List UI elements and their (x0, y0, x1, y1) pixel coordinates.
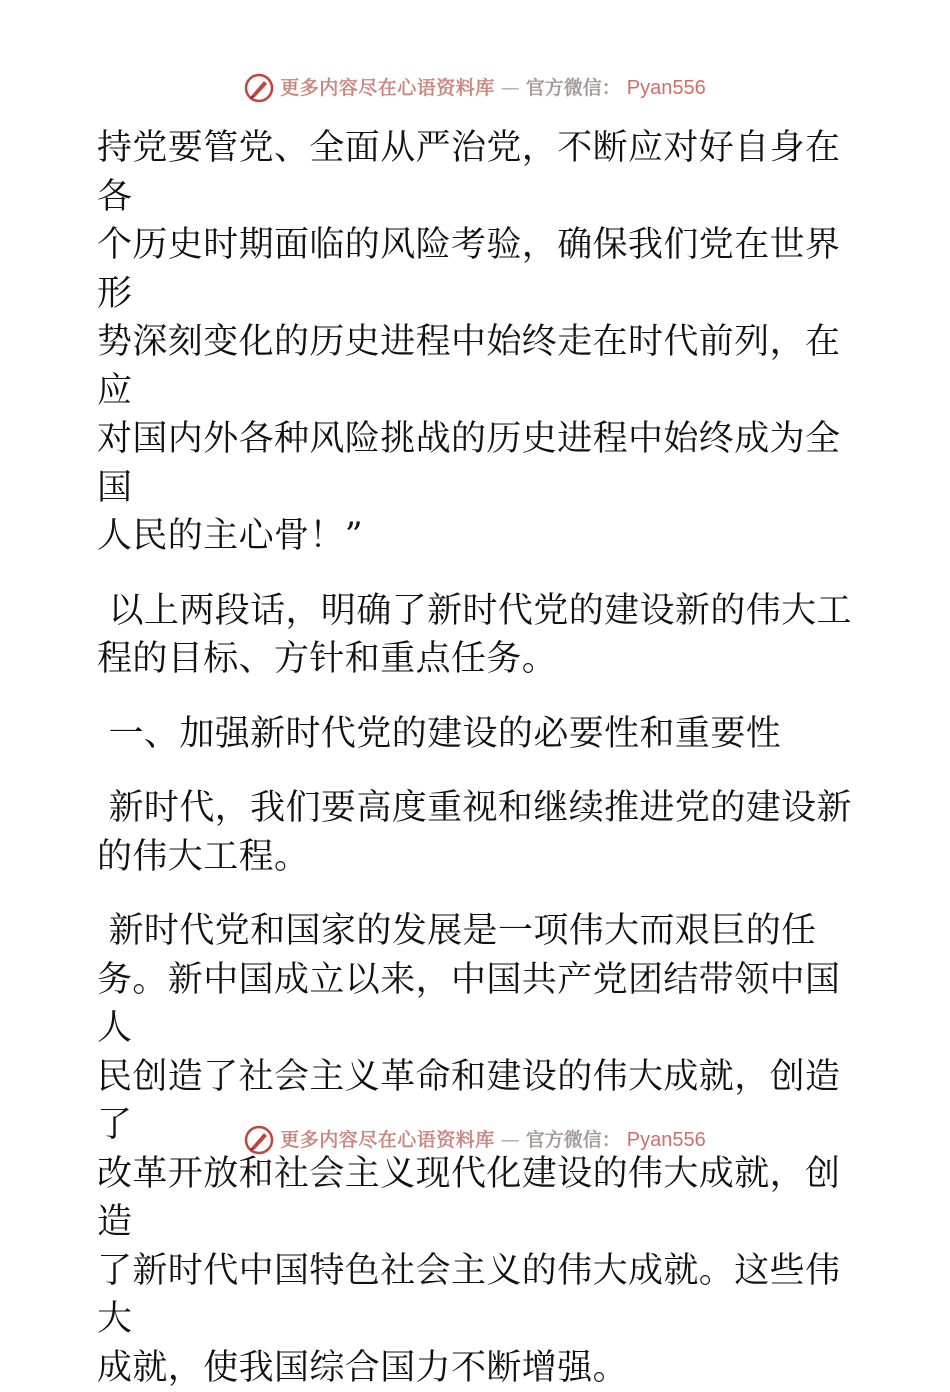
document-body (97, 124, 857, 1392)
quill-pen-logo-icon (244, 1125, 274, 1155)
paragraph: 持党要管党、全面从严治党，不断应对好自身在各 个历史时期面临的风险考验，确保我们党在世界形 势深刻变化的历史进程中始终走在时代前列，在应 对国内外各种风险挑战的历史进程中始终成为全国 人民的主心骨！” (97, 128, 841, 556)
watermark-text: 更多内容尽在心语资料库 (280, 77, 495, 99)
watermark-id: Pyan556 (626, 1129, 706, 1151)
watermark-label: 官方微信： (525, 1129, 621, 1151)
paragraph: 新时代党和国家的发展是一项伟大而艰巨的任 务。新中国成立以来，中国共产党团结带领中国人 民创造了社会主义革命和建设的伟大成就，创造了 改革开放和社会主义现代化建设的伟大成就，创造 了新时代中国特色社会主义的伟大成就。这些伟大 成就，使我国综合国力不断增强。 (97, 911, 841, 1388)
watermark-separator: — (500, 77, 520, 99)
paragraph: 以上两段话，明确了新时代党的建设新的伟大工 程的目标、方针和重点任务。 (97, 590, 852, 679)
section-heading: 一、加强新时代党的建设的必要性和重要性 (97, 713, 782, 754)
watermark-text: 更多内容尽在心语资料库 (280, 1129, 495, 1151)
watermark-label: 官方微信： (525, 77, 621, 99)
watermark-id: Pyan556 (626, 77, 706, 99)
paragraph: 新时代，我们要高度重视和继续推进党的建设新 的伟大工程。 (97, 788, 852, 877)
watermark-separator: — (500, 1129, 520, 1151)
header-watermark (0, 72, 950, 104)
quill-pen-logo-icon (244, 73, 274, 103)
footer-watermark (0, 1124, 950, 1156)
